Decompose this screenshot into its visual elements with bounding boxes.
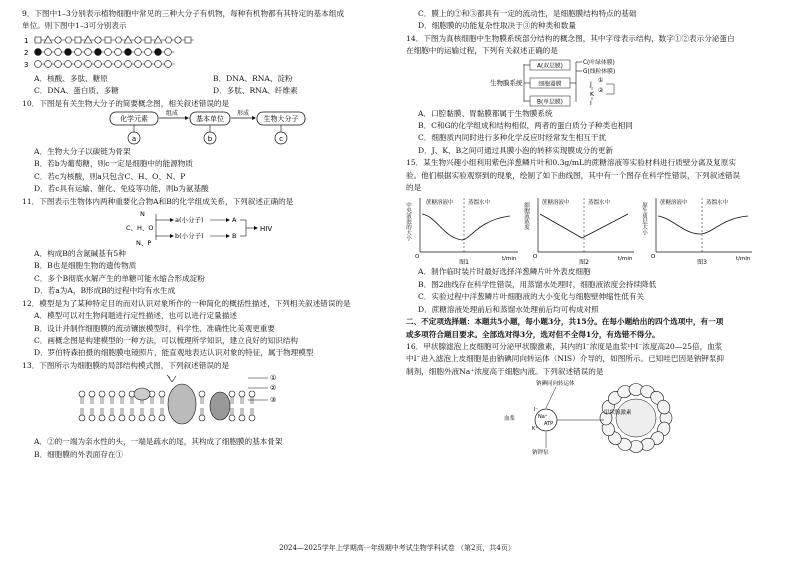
page-footer: 2024—2025学年上学期高一年级期中考试生物学科试卷 （第2页，共4页）: [279, 544, 515, 552]
section2-heading-cont: 或多项符合题目要求。全部选对得3分，选对但不全得1分，有选错不得分。: [406, 329, 660, 339]
q15-stem-end: 的是: [406, 183, 422, 193]
q12-option-c[interactable]: C．画概念图是构建模型的一种方法，可以梳理所学知识，建立良好的知识结构: [34, 335, 298, 345]
q12-option-a[interactable]: A．模型可以对生物间题进行定性描述，也可以进行定量描述: [34, 311, 237, 321]
q10-option-d[interactable]: D．若c具有运输、催化、免疫等功能，则b为氨基酸: [34, 184, 209, 194]
q13-option-b[interactable]: B．细胞膜的外表面存在①: [34, 449, 124, 459]
q12-option-d[interactable]: D．罗伯特森拍摄的细胞膜电镜照片，能直观地表达认识对象的特征，属于物理模型: [34, 348, 314, 358]
q11-compound-diagram: [22, 208, 322, 248]
q16-label-pump: 钠钾泵: [532, 450, 549, 457]
q14-box-a: A(双层膜): [537, 63, 563, 70]
q16-stem-2: 中I⁻进入滤泡上皮细胞是由钠碘同向转运体（NIS）介导的，如图所示。已知哇巴因是钠钾泵抑: [406, 354, 725, 364]
q14-option-b[interactable]: B．C和G的化学组成和结构相似，两者的蛋白质分子种类也相同: [418, 121, 633, 131]
q15-option-c[interactable]: C．实验过程中洋葱鳞片叶细胞液的大小变化与细胞壁伸缩性低有关: [418, 292, 645, 302]
q15-graphs: [406, 194, 776, 266]
q10-box-elements: 化学元素: [120, 115, 148, 124]
q15-option-a[interactable]: A．制作临时装片时最好选择洋葱鳞片叶外表皮细胞: [418, 267, 591, 277]
q9-chain-3: [35, 60, 175, 67]
q15-figure: [406, 194, 776, 266]
q10-box-macro: 生物大分子: [263, 115, 299, 124]
q16-label-na: Na⁺: [538, 414, 548, 421]
q12-option-b[interactable]: B．设计并制作细胞膜的流动镶嵌模型时，科学性、准确性比美观更重要: [34, 323, 275, 333]
q14-label-c: C(叶绿体膜): [583, 59, 615, 66]
q10-stem: 10．下图是有关生物大分子的简要概念图，相关叙述错误的是: [22, 98, 230, 108]
q9-label-2: 2: [24, 48, 29, 57]
q11-label-np: N、P: [136, 239, 152, 248]
q16-label-k: K⁺: [532, 426, 538, 433]
q13-label-2: ②: [270, 384, 277, 393]
q15-g1-curve: [422, 214, 510, 240]
q15-option-d[interactable]: D．蔗糖溶液处理前后和蒸馏水处理前后均可构成对照: [418, 304, 599, 314]
q13-figure: [22, 372, 392, 436]
q13-membrane-diagram: [22, 372, 322, 436]
q11-label-b: b(小分子): [175, 232, 204, 241]
q11-label-hiv: HIV: [260, 225, 273, 234]
q9-chain-2: [35, 48, 175, 55]
q9-chain-1: [34, 36, 194, 43]
q13-protein-large: [168, 384, 196, 424]
q16-label-plasma: 血浆: [504, 416, 516, 423]
q13-option-a[interactable]: A．②的一端为亲水性的头，一端是疏水的尾，其构成了细胞膜的基本骨架: [34, 437, 283, 447]
q16-stem-1: 16．甲状腺滤泡上皮细胞可分泌甲状腺激素，其内的I⁻浓度是血浆中I⁻浓度高20—25倍，血浆: [406, 341, 723, 351]
q14-label-j: J: [590, 80, 592, 88]
q16-thyroid-diagram: [406, 378, 776, 456]
q16-label-nis: 钠碘同向转运体: [536, 381, 575, 388]
q15-g3-caption: 图3: [697, 259, 707, 267]
q15-g1-tag2: 蒸馏水中: [468, 200, 491, 207]
q16-follicle: [557, 384, 672, 453]
q14-option-c[interactable]: C．细胞质内同时进行多种化学反应时经常发生相互干扰: [418, 133, 607, 143]
q10-circle-c: c: [279, 135, 283, 144]
q11-stem: 11．下图表示生物体内两种重要化合物A和B的化学组成关系，下列叙述正确的是: [22, 196, 294, 206]
q10-circle-a: a: [131, 135, 137, 144]
q14-figure: [406, 58, 776, 108]
q15-g3-tag1: 蔗糖溶液中: [660, 200, 688, 207]
q15-g1-xlabel: t/min: [502, 256, 517, 263]
q13-protein-surface: [134, 388, 150, 400]
q15-g2-xlabel: t/min: [618, 256, 633, 263]
q9-option-a[interactable]: A．核酸、多肽、糖原: [34, 73, 108, 83]
q15-g2-origin: O: [533, 254, 538, 261]
q15-g2-ylabel: 细胞液浓度: [523, 202, 529, 230]
q16-figure: [406, 378, 776, 456]
q15-g1-ylabel: 中央液泡的大小: [405, 202, 411, 241]
q11-label-cho: C、H、O: [126, 224, 154, 233]
q10-arrow-compose: 组成: [165, 110, 179, 118]
q9-option-c[interactable]: C．DNA、蛋白质、多糖: [34, 86, 119, 96]
q16-label-i: I⁻: [534, 407, 539, 414]
q11-label-big-a: A: [232, 216, 237, 225]
q14-label-k: K: [590, 90, 594, 98]
q15-g2-caption: 图2: [579, 259, 589, 267]
q15-stem: 15．某生物兴趣小组利用紫色洋葱鳞片叶和0.3g/mL的蔗糖溶液等实验材料进行质壁分离及复原实: [406, 158, 736, 168]
q9-molecule-chains: [22, 33, 262, 73]
q13-glycoprotein: [167, 375, 176, 382]
q15-g3-curve: [658, 216, 748, 234]
q13-protein-small: [210, 392, 230, 420]
q13-label-3: ③: [270, 396, 277, 405]
q16-label-hormone: 甲状腺激素: [604, 410, 632, 417]
q10-figure: [22, 110, 392, 146]
q13-stem: 13．下图所示为细胞膜的局部结构模式图，下列叙述错误的是: [22, 360, 230, 370]
q10-box-unit: 基本单位: [196, 115, 224, 124]
q15-stem-cont: 验。他们根据实验观察到的现象，绘制了如下曲线图，其中有一个图存在科学性错误，下列叙述错误: [406, 170, 741, 180]
q15-graph-1: [405, 198, 518, 266]
section2-heading: 二、不定项选择题：本题共5小题，每小题3分，共15分。在每小题给出的四个选项中，有一项: [406, 317, 724, 327]
q9-label-1: 1: [24, 36, 29, 45]
q11-option-b[interactable]: B．B也是细胞生物的遗传物质: [34, 261, 137, 271]
q15-g3-xlabel: t/min: [736, 256, 751, 263]
q14-stem: 14．下图为真核细胞中生物膜系统部分结构的概念图，其中字母表示结构，数字①②表示分泌蛋白: [406, 33, 735, 43]
q16-label-atp: ATP: [544, 421, 554, 428]
q10-concept-map: [22, 110, 299, 146]
q15-g2-tag2: 蒸馏水中: [588, 200, 611, 207]
q11-label-n: N: [140, 210, 145, 219]
q10-option-c[interactable]: C．若c为核酸，则a只包含C、H、O、N、P: [34, 171, 186, 181]
q11-option-a[interactable]: A．构成B的含氮碱基有5种: [34, 249, 126, 259]
q15-g1-origin: O: [415, 254, 420, 261]
q14-box-organelle: 细胞器膜: [538, 81, 562, 88]
q10-option-b[interactable]: B．若b为葡萄糖，则c一定是细胞中的能源物质: [34, 159, 193, 169]
q11-option-c[interactable]: C．多个B彻底水解产生的单糖可能水缩合形成淀粉: [34, 273, 205, 283]
q14-label-i: I: [590, 99, 592, 107]
q14-box-b: B(单层膜): [537, 99, 563, 106]
q11-option-d[interactable]: D．若a为A，B形成B的过程中均有水生成: [34, 286, 176, 296]
q14-option-a[interactable]: A．口腔黏膜、胃黏膜都属于生物膜系统: [418, 108, 553, 118]
q14-stem-cont: 在细胞中的运输过程，下列有关叙述正确的是: [406, 46, 558, 56]
q15-g2-tag1: 蔗糖溶液中: [542, 200, 570, 207]
q16-stem-3: 制剂，细胞外液Na⁺浓度高于细胞内液。下列叙述错误的是: [406, 366, 604, 376]
q16-cell: [535, 409, 557, 431]
q15-graph-3: [641, 198, 752, 266]
q13-label-1: ①: [270, 374, 277, 383]
q11-label-a: a(小分子): [175, 216, 204, 225]
q14-option-d[interactable]: D．J、K、B之间可通过具膜小泡的转移实现膜成分的更新: [418, 145, 614, 155]
left-column: [22, 8, 392, 461]
q15-g3-tag2: 蒸馏水中: [706, 200, 729, 207]
q9-stem: 9．下图中1–3分别表示植物细胞中常见的三种大分子有机物，每种有机物都有其特定的基本组成: [22, 9, 345, 18]
q14-membrane-system-map: [406, 58, 776, 108]
q10-circle-b: b: [207, 135, 213, 144]
q13-option-d[interactable]: D．细胞膜的功能复杂性取决于③的种类和数量: [418, 21, 576, 31]
q9-figure: [22, 33, 392, 73]
q15-g1-caption: 图1: [459, 259, 469, 267]
q9-option-b[interactable]: B．DNA、RNA、淀粉: [213, 73, 293, 83]
q15-g3-origin: O: [651, 254, 656, 261]
q15-g1-tag1: 蔗糖溶液中: [426, 200, 454, 207]
q9-options-row2: [22, 85, 392, 97]
q9-options-row1: [22, 73, 392, 85]
q11-label-big-b: B: [232, 232, 237, 241]
q9-label-3: 3: [24, 60, 29, 69]
q11-figure: [22, 208, 392, 248]
q14-root: 生物膜系统: [490, 78, 523, 87]
q14-num-2: ②: [598, 86, 604, 94]
q9-stem-cont: 单位。则下图中1–3可分别表示: [22, 21, 127, 31]
q10-option-a[interactable]: A．生物大分子以碳链为骨架: [34, 147, 131, 157]
q14-num-1: ①: [598, 76, 604, 84]
q15-graph-2: [523, 198, 634, 266]
q12-stem: 12．模型是为了某种特定目的而对认识对象所作的一种简化的概括性描述，下列相关叙述错误的是: [22, 298, 351, 308]
right-column: [406, 8, 776, 456]
q9-option-d[interactable]: D．多肽、RNA、纤维素: [213, 86, 298, 96]
q14-label-g: G(线粒体膜): [583, 68, 616, 75]
q15-option-b[interactable]: B．图2曲线存在科学性错误，用蒸馏水处理时，细胞液浓度会持续降低: [418, 279, 657, 289]
q10-arrow-form: 形成: [236, 110, 250, 118]
q15-g3-ylabel: 原生质层大小: [641, 202, 647, 236]
q13-option-c[interactable]: C．膜上的②和③都具有一定的流动性，是细胞膜结构特点的基础: [418, 9, 637, 18]
